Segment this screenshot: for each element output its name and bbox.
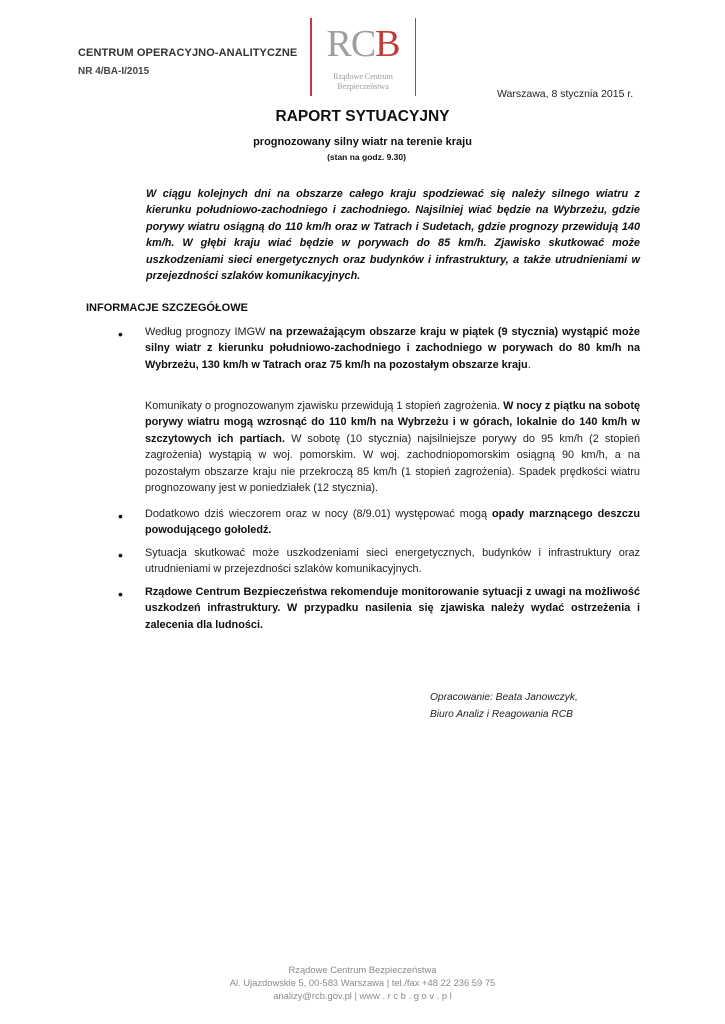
organization-name: CENTRUM OPERACYJNO-ANALITYCZNE xyxy=(78,47,298,59)
recommendation-text: Rządowe Centrum Bezpieczeństwa rekomenduje monitorowanie sytuacji z uwagi na możliwość uszkodzeń infrastruktury. W przypadku nasilenia się zjawiska należy wydać ostrzeżenia i zalecenia dla ludności. xyxy=(145,586,640,631)
section-heading: INFORMACJE SZCZEGÓŁOWE xyxy=(86,302,248,314)
bullet-marker: • xyxy=(118,508,123,524)
signature xyxy=(430,690,578,723)
status-time: (stan na godz. 9.30) xyxy=(327,152,406,162)
logo-subtitle-line-2: Bezpieczeństwa xyxy=(337,82,389,91)
report-title: RAPORT SYTUACYJNY xyxy=(275,108,450,125)
signature-office: Biuro Analiz i Reagowania RCB xyxy=(430,708,573,720)
bullet-recommendation xyxy=(145,584,640,633)
bullet-freezing-rain xyxy=(145,506,640,539)
bullet-forecast-intro: Według prognozy IMGW xyxy=(145,326,270,338)
bullet-marker: • xyxy=(118,547,123,563)
bullet-forecast-end: . xyxy=(527,358,531,371)
details-highlight: W nocy z piątku na sobotę porywy wiatru mogą wzrosnąć do 110 km/h na Wybrzeżu i w górach, lokalnie do 140 km/h w szczytowych ich partiach. xyxy=(145,400,640,445)
details-intro: Komunikaty o prognozowanym zjawisku przewidują 1 stopień zagrożenia. xyxy=(145,400,504,412)
freezing-rain-highlight: opady marznącego deszczu powodującego gołoledź. xyxy=(145,508,640,537)
bullet-marker: • xyxy=(118,326,123,342)
footer-contact: analizy@rcb.gov.pl | www . r c b . g o v . p l xyxy=(273,990,452,1001)
freezing-rain-intro: Dodatkowo dziś wieczorem oraz w nocy (8/9.01) występować mogą xyxy=(145,508,493,520)
footer-org: Rządowe Centrum Bezpieczeństwa xyxy=(288,964,437,975)
report-number: NR 4/BA-I/2015 xyxy=(78,66,150,77)
footer-address: Al. Ujazdowskie 5, 00-583 Warszawa | tel./fax +48 22 236 59 75 xyxy=(229,977,496,988)
logo-subtitle-line-1: Rządowe Centrum xyxy=(333,72,393,81)
lead-summary: W ciągu kolejnych dni na obszarze całego kraju spodziewać się należy silnego wiatru z kierunku południowo-zachodniego i zachodniego. Najsilniej wiać będzie na Wybrzeżu, gdzie porywy wiatru osiągną do 110 km/h oraz w Tatrach i Sudetach, gdzie prognozy przewidują 140 km/h. W głębi kraju wiać będzie w porywach do 85 km/h. Zjawisko skutkować może uszkodzeniami sieci energetycznych oraz budynków i infrastruktury, a także utrudnieniami w przejezdności szlaków komunikacyjnych. xyxy=(146,188,640,283)
logo-mark xyxy=(310,24,416,64)
report-subtitle: prognozowany silny wiatr na terenie kraju xyxy=(253,136,472,148)
signature-author: Opracowanie: Beata Janowczyk, xyxy=(430,692,578,703)
document-date: Warszawa, 8 stycznia 2015 r. xyxy=(497,88,634,100)
rcb-logo xyxy=(310,18,416,96)
bullet-consequences: Sytuacja skutkować może uszkodzeniami sieci energetycznych, budynków i infrastruktury oraz utrudnieniami w przejezdności szlaków komunikacyjnych. xyxy=(145,547,640,576)
logo-mark-rc: RC xyxy=(326,23,376,65)
footer xyxy=(0,963,725,1002)
bullet-forecast-highlight: na przeważającym obszarze kraju w piątek (9 stycznia) wystąpić może silny wiatr z kierunku południowo-zachodniego i zachodniego w porywach do 80 km/h na Wybrzeżu, 130 km/h w Tatrach oraz 75 km/h na pozostałym obszarze kraju xyxy=(145,326,640,371)
bullet-marker: • xyxy=(118,586,123,602)
logo-mark-b: B xyxy=(375,23,400,65)
bullet-forecast-imgw xyxy=(145,324,640,373)
bullet-forecast-details xyxy=(145,398,640,496)
details-rest: W sobotę (10 stycznia) najsilniejsze porywy do 95 km/h (2 stopień zagrożenia) wystąpią w woj. pomorskim. W woj. zachodniopomorskim osiągną 90 km/h, a na pozostałym obszarze kraju nie przekroczą 85 km/h (1 stopień zagrożenia). Spadek prędkości wiatru prognozowany jest w poniedziałek (12 stycznia). xyxy=(145,432,640,495)
